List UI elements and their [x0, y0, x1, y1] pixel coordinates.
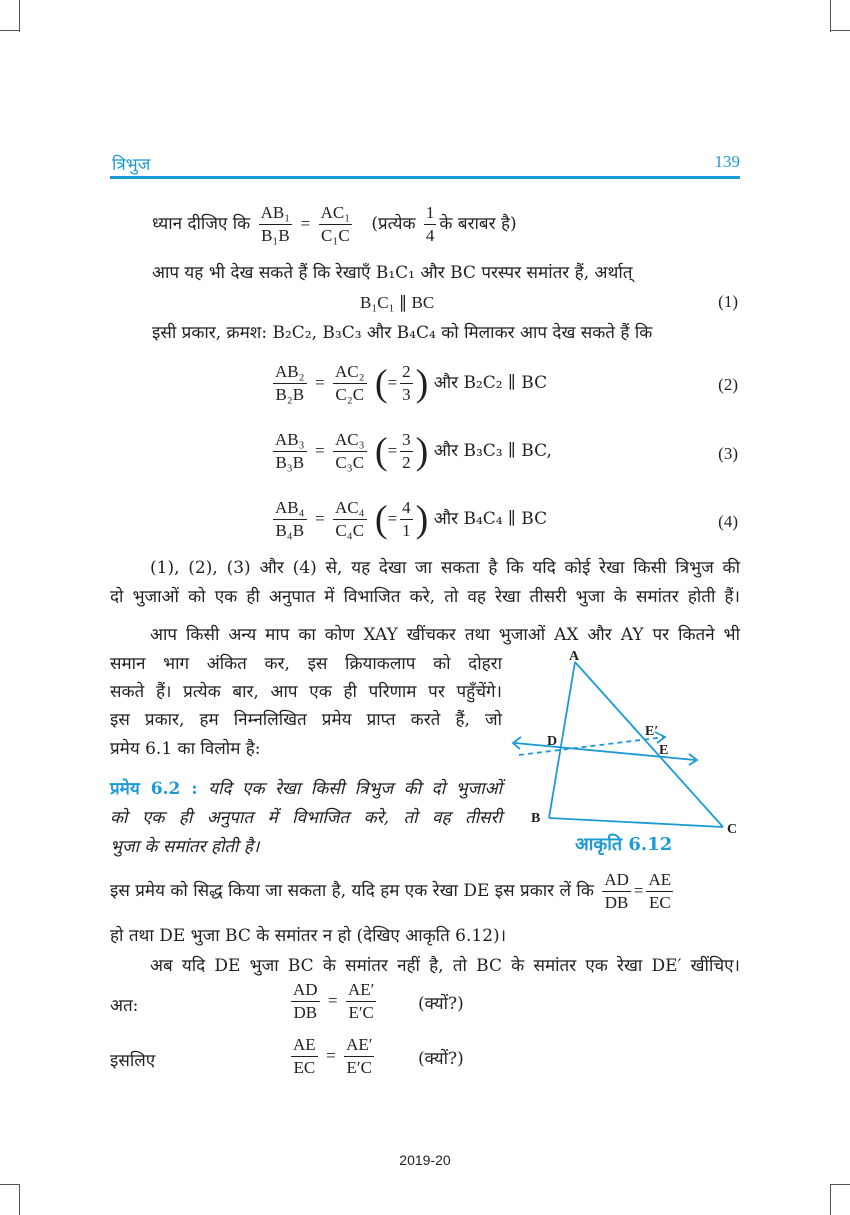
fraction — [291, 980, 320, 1023]
equation-number: (1) — [718, 292, 738, 311]
equation-number: (2) — [718, 375, 738, 394]
fraction — [319, 203, 353, 246]
theorem-line: भुजा के समांतर होती है। — [110, 837, 260, 857]
numerator: AB₄ — [273, 498, 307, 520]
intro-text: ध्यान दीजिए कि — [152, 214, 251, 234]
fraction — [344, 1035, 374, 1078]
step-label: अत: — [110, 996, 139, 1016]
equation-tail: और B₄C₄ ∥ BC — [433, 509, 548, 529]
numerator: AE′ — [346, 980, 376, 1002]
equation-tail: और B₃C₃ ∥ BC, — [433, 441, 552, 461]
fraction — [400, 430, 413, 473]
equals-sign: = — [633, 881, 644, 900]
text-line: इसी प्रकार, क्रमश: B₂C₂, B₃C₃ और B₄C₄ को मिलाकर आप देख सकते हैं कि — [152, 323, 653, 343]
paragraph-line: आप किसी अन्य माप का कोण XAY खींचकर तथा भुजाओं AX और AY पर कितने भी — [150, 625, 740, 645]
label-D: D — [547, 734, 558, 749]
triangle-figure — [505, 640, 745, 840]
crop-mark — [830, 0, 831, 32]
numerator: AC₂ — [333, 362, 367, 384]
paren-text: (प्रत्येक — [371, 214, 416, 234]
label-B: B — [531, 811, 541, 826]
denominator: C₃C — [335, 453, 365, 472]
denominator: C₂C — [335, 385, 365, 404]
fraction — [400, 362, 413, 405]
numerator: AC₁ — [319, 203, 353, 225]
header-rule — [110, 176, 740, 179]
numerator: AB₃ — [273, 430, 307, 452]
crop-mark — [19, 1184, 20, 1215]
paragraph-line: (1), (2), (3) और (4) से, यह देखा जा सकता है कि यदि कोई रेखा किसी त्रिभुज की — [150, 558, 740, 578]
numerator: AB₂ — [273, 362, 307, 384]
step-equation — [288, 980, 379, 1023]
fraction — [646, 870, 673, 913]
equation-2: $\frac{\text{AB₂}}{\text{B₂B}}$ = $\frac{\text{AC₂}}{\text{C₂C}}$ (= $\frac{2}{3}$ ) और B₂C₂ ∥ BC — [275, 362, 548, 405]
numerator: AB₁ — [259, 203, 293, 225]
label-C: C — [727, 822, 738, 837]
equation-number: (3) — [718, 444, 738, 463]
fraction — [273, 498, 307, 541]
crop-mark — [830, 1184, 850, 1185]
fraction — [424, 203, 437, 246]
numerator: 2 — [400, 362, 413, 384]
denominator: E′C — [348, 1003, 374, 1022]
paragraph-text: इस प्रमेय को सिद्ध किया जा सकता है, यदि हम एक रेखा DE इस प्रकार लें कि — [110, 881, 594, 901]
fraction — [400, 498, 413, 541]
equals-sign: = — [327, 991, 338, 1010]
step-label: इसलिए — [110, 1051, 156, 1071]
footer-year: 2019-20 — [399, 1152, 451, 1168]
numerator: 1 — [424, 203, 437, 225]
theorem-text: यदि एक रेखा किसी त्रिभुज की दो भुजाओं — [208, 779, 502, 799]
step-equation — [288, 1035, 377, 1078]
intro-fraction-line — [152, 203, 517, 246]
equation-tail: और B₂C₂ ∥ BC — [433, 373, 548, 393]
fraction — [346, 980, 376, 1023]
numerator: 4 — [400, 498, 413, 520]
crop-mark — [19, 0, 20, 32]
crop-mark — [0, 30, 20, 31]
denominator: C₁C — [321, 226, 350, 245]
paragraph-line: समान भाग अंकित कर, इस क्रियाकलाप को दोहरा — [110, 654, 502, 674]
fraction — [333, 362, 367, 405]
label-A: A — [569, 649, 580, 664]
equation-1: B₁C₁ ∥ BC — [360, 293, 435, 312]
denominator: B₂B — [275, 385, 305, 404]
paragraph-line: प्रमेय 6.1 का विलोम है: — [110, 739, 261, 759]
numerator: 3 — [400, 430, 413, 452]
figure-caption: आकृति 6.12 — [575, 834, 673, 855]
side-BC — [549, 818, 723, 827]
theorem-line: को एक ही अनुपात में विभाजित करे, तो वह तीसरी — [110, 808, 502, 828]
denominator: 4 — [425, 226, 435, 245]
numerator: AE′ — [344, 1035, 374, 1057]
equation-3: $\frac{\text{AB₃}}{\text{B₃B}}$ = $\frac{\text{AC₃}}{\text{C₃C}}$ (= $\frac{3}{2}$ ) और B₃C₃ ∥ BC, — [275, 430, 552, 473]
equals-sign: = — [326, 1046, 336, 1065]
denominator: EC — [293, 1058, 316, 1077]
numerator: AE — [291, 1035, 318, 1057]
page-number: 139 — [714, 152, 740, 171]
side-AC — [575, 662, 723, 827]
paragraph-line — [110, 870, 676, 913]
denominator: B₃B — [275, 453, 305, 472]
fraction — [273, 430, 307, 473]
paragraph-line: दो भुजाओं को एक ही अनुपात में विभाजित करे, तो वह रेखा तीसरी भुजा के समांतर होती हैं। — [110, 587, 740, 607]
label-E-prime: E′ — [645, 724, 659, 739]
paragraph-line: अब यदि DE भुजा BC के समांतर नहीं है, तो BC के समांतर एक रेखा DE′ खींचिए। — [150, 956, 740, 976]
paren-text: के बराबर है) — [439, 214, 517, 234]
fraction — [333, 430, 367, 473]
fraction — [273, 362, 307, 405]
equals-sign: = — [300, 214, 311, 233]
fraction — [291, 1035, 318, 1078]
why-note: (क्यों?) — [418, 994, 464, 1014]
why-note: (क्यों?) — [418, 1049, 464, 1069]
numerator: AE — [646, 870, 673, 892]
numerator: AD — [291, 980, 320, 1002]
denominator: DB — [293, 1003, 318, 1022]
fraction — [259, 203, 293, 246]
paragraph-line: इस प्रकार, हम निम्नलिखित प्रमेय प्राप्त करते हैं, जो — [110, 710, 502, 730]
theorem-line — [110, 775, 502, 803]
denominator: 1 — [402, 521, 411, 540]
crop-mark — [830, 1184, 831, 1215]
label-E: E — [659, 743, 669, 758]
theorem-label: प्रमेय 6.2 : — [110, 779, 198, 799]
crop-mark — [830, 30, 850, 31]
denominator: 3 — [402, 385, 411, 404]
denominator: EC — [648, 893, 671, 912]
denominator: C₄C — [335, 521, 365, 540]
denominator: 2 — [402, 453, 411, 472]
numerator: AD — [602, 870, 631, 892]
text-line: आप यह भी देख सकते हैं कि रेखाएँ B₁C₁ और BC परस्पर समांतर हैं, अर्थात् — [152, 263, 633, 283]
paragraph-line: हो तथा DE भुजा BC के समांतर न हो (देखिए आकृति 6.12)। — [110, 926, 507, 946]
equation-4: $\frac{\text{AB₄}}{\text{B₄B}}$ = $\frac{\text{AC₄}}{\text{C₄C}}$ (= $\frac{4}{1}$ ) और B₄C₄ ∥ BC — [275, 498, 548, 541]
crop-mark — [0, 1184, 20, 1185]
fraction — [602, 870, 631, 913]
equation-number: (4) — [718, 512, 738, 531]
numerator: AC₄ — [333, 498, 367, 520]
chapter-title: त्रिभुज — [112, 155, 151, 175]
numerator: AC₃ — [333, 430, 367, 452]
denominator: E′C — [346, 1058, 372, 1077]
denominator: DB — [604, 893, 629, 912]
denominator: B₄B — [275, 521, 305, 540]
fraction — [333, 498, 367, 541]
denominator: B₁B — [261, 226, 290, 245]
paragraph-line: सकते हैं। प्रत्येक बार, आप एक ही परिणाम पर पहुँचेंगे। — [110, 682, 502, 702]
